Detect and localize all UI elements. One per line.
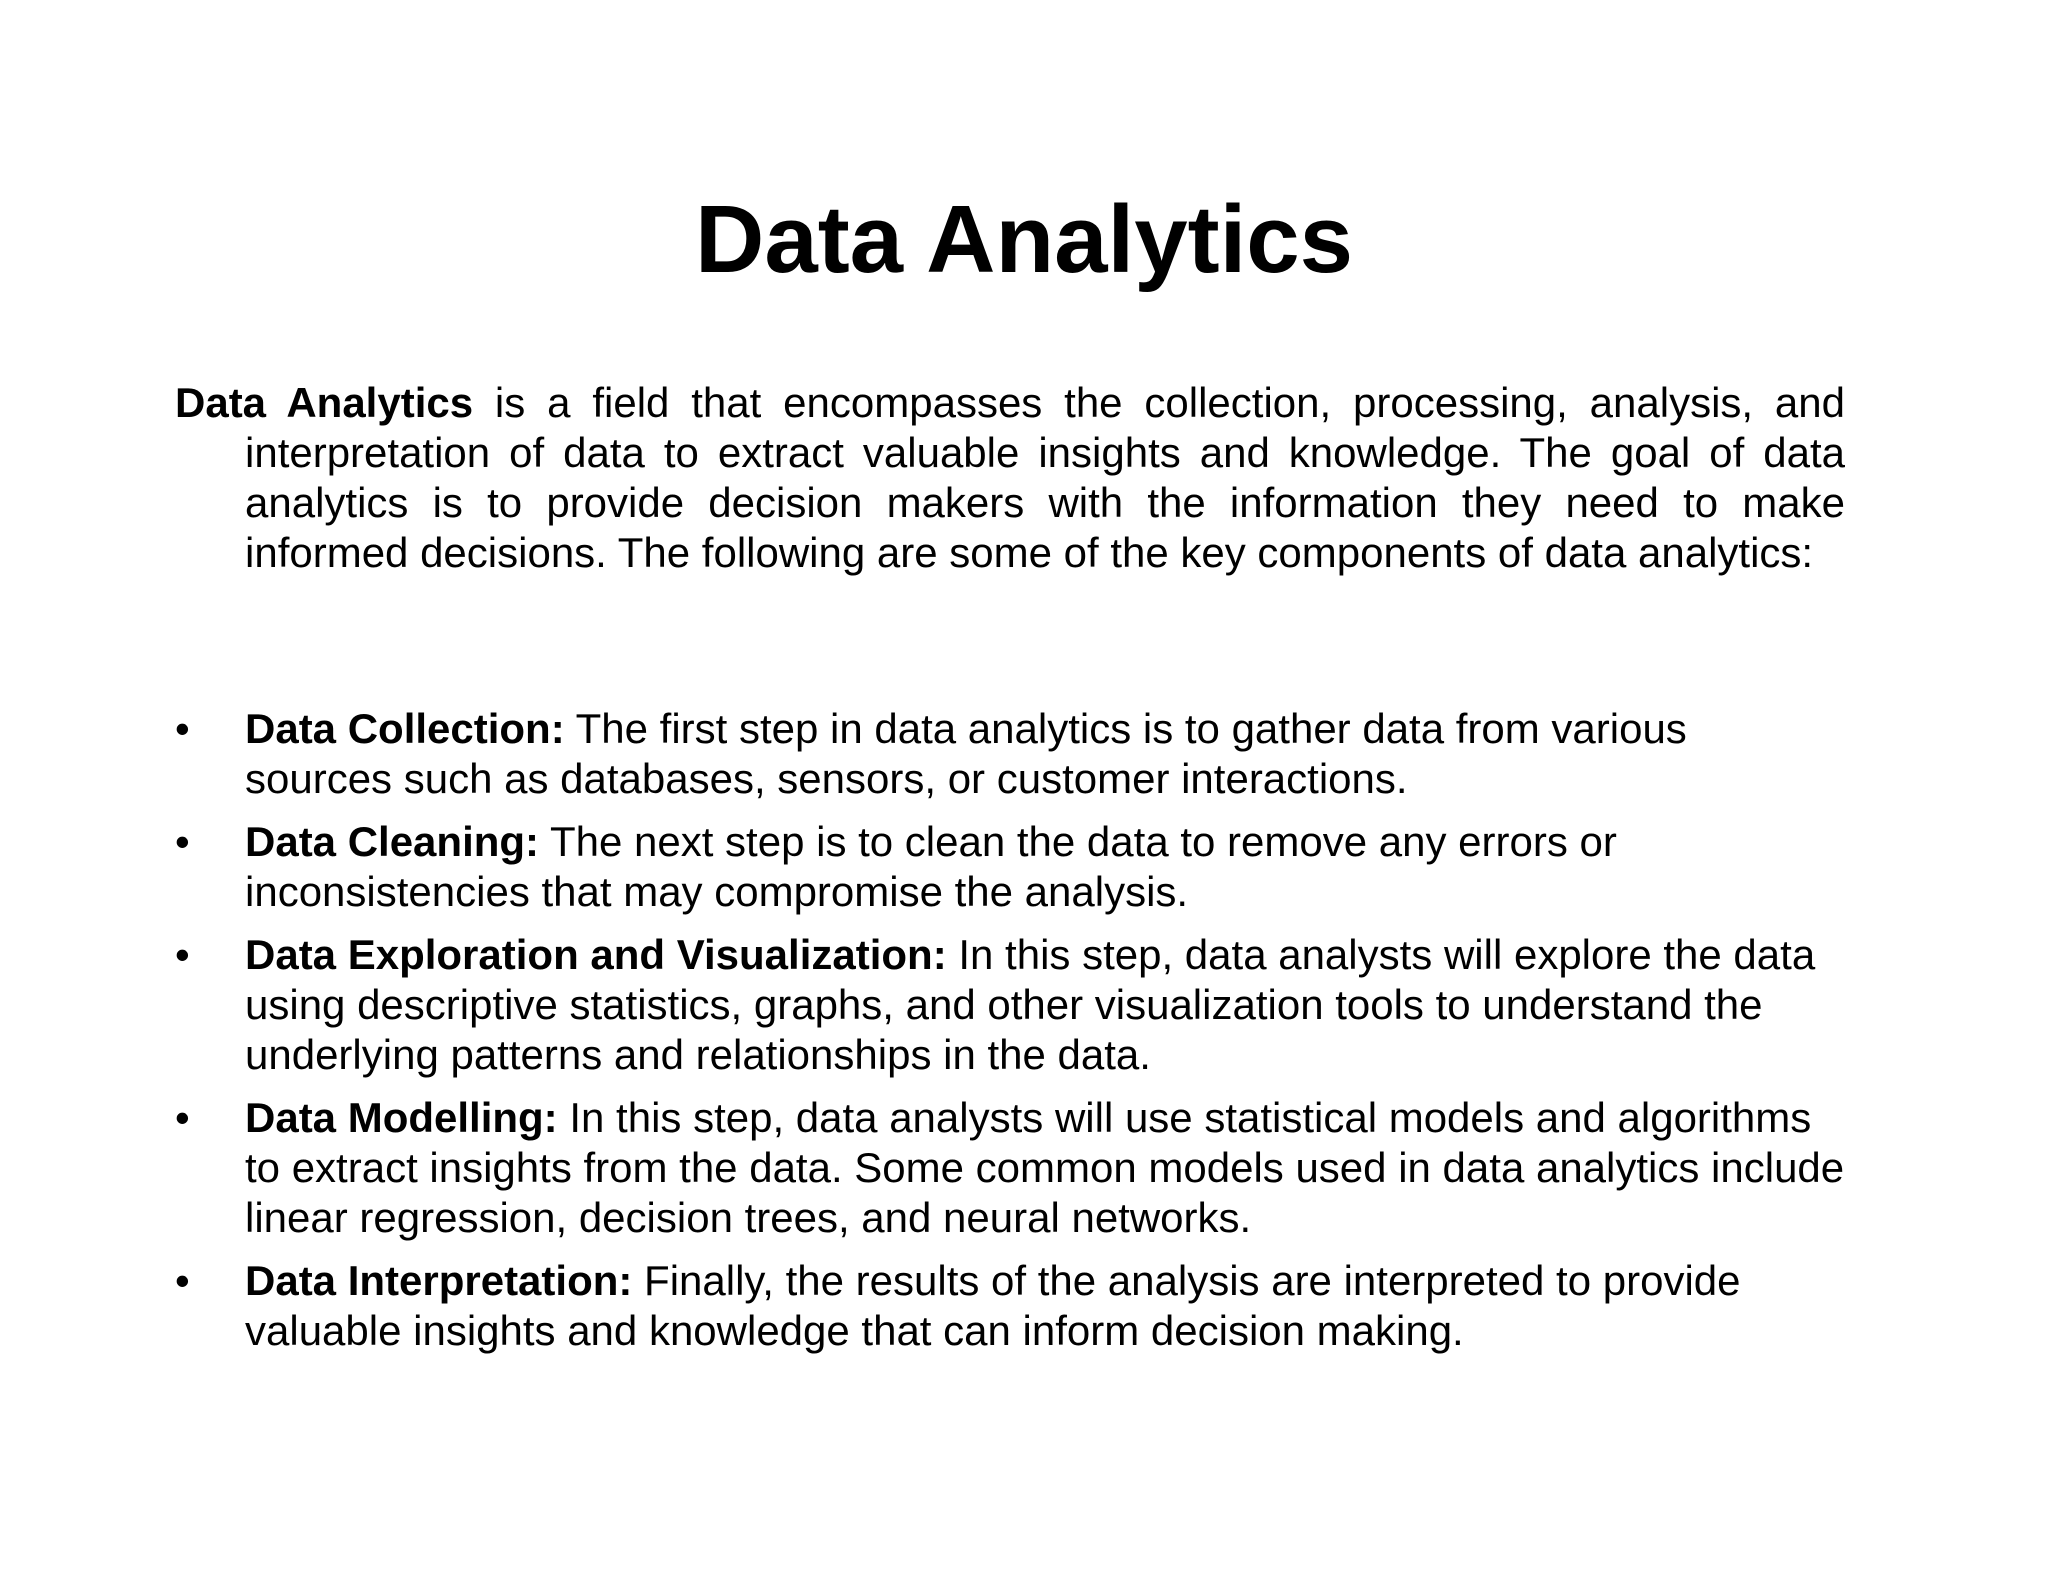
bullet-icon: • <box>175 1094 190 1141</box>
list-item-term: Data Interpretation: <box>245 1257 633 1304</box>
list-item-text: In this step, data analysts will explore the data using descriptive statistics, graphs, and other visualization tools to understand the underlying patterns and relationships in the data. <box>245 931 1816 1078</box>
components-list <box>175 704 1845 1369</box>
list-item-text: The first step in data analytics is to gather data from various sources such as databases, sensors, or customer interactions. <box>245 705 1687 802</box>
bullet-icon: • <box>175 705 190 752</box>
intro-text: is a field that encompasses the collection, processing, analysis, and interpretation of data to extract valuable insights and knowledge. The goal of data analytics is to provide decision makers with the information they need to make informed decisions. The following are some of the key components of data analytics: <box>245 379 1845 576</box>
list-item <box>175 1256 1845 1356</box>
bullet-icon: • <box>175 931 190 978</box>
list-item-term: Data Cleaning: <box>245 818 540 865</box>
list-item-term: Data Collection: <box>245 705 565 752</box>
list-item-term: Data Exploration and Visualization: <box>245 931 947 978</box>
intro-paragraph <box>175 378 1845 578</box>
slide-title: Data Analytics <box>694 186 1354 293</box>
list-item <box>175 817 1845 917</box>
list-item <box>175 930 1845 1080</box>
list-item-term: Data Modelling: <box>245 1094 558 1141</box>
list-item-text: Finally, the results of the analysis are interpreted to provide valuable insights and knowledge that can inform decision making. <box>245 1257 1741 1354</box>
list-item-text: In this step, data analysts will use statistical models and algorithms to extract insights from the data. Some common models used in data analytics include linear regression, decision trees, and neural networks. <box>245 1094 1845 1241</box>
list-item-text: The next step is to clean the data to remove any errors or inconsistencies that may compromise the analysis. <box>245 818 1617 915</box>
bullet-icon: • <box>175 818 190 865</box>
bullet-icon: • <box>175 1257 190 1304</box>
intro-term: Data Analytics <box>175 379 474 426</box>
list-item <box>175 1093 1845 1243</box>
list-item <box>175 704 1845 804</box>
